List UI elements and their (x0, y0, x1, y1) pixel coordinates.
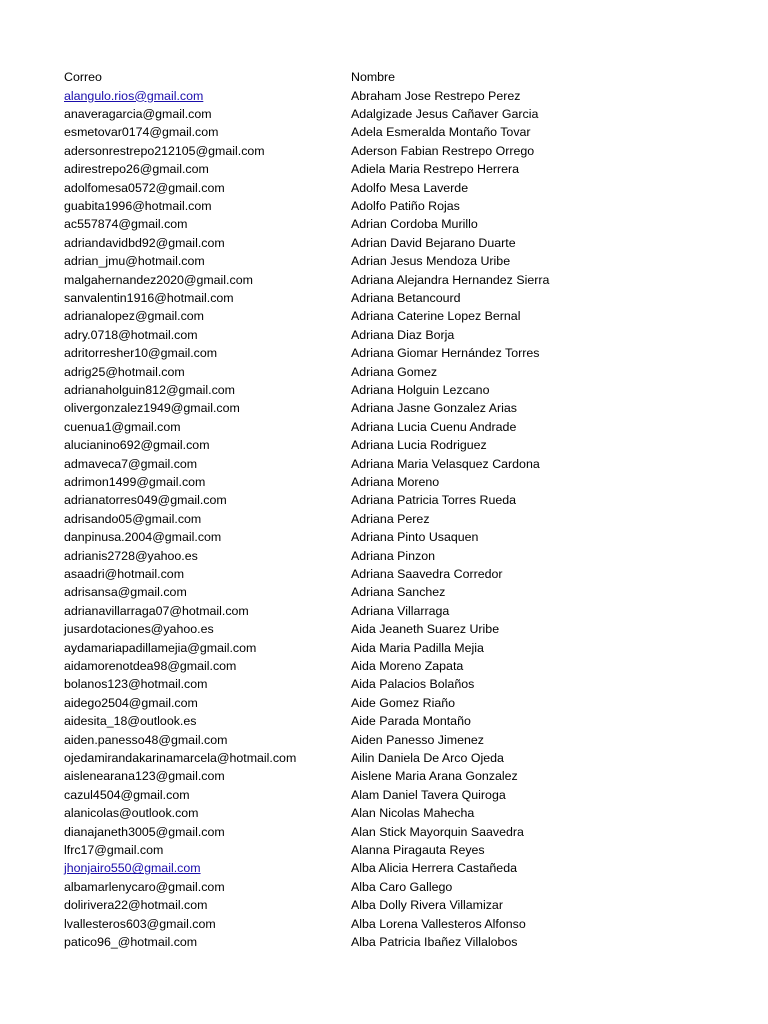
email-cell: dianajaneth3005@gmail.com (64, 824, 225, 839)
table-row (0, 786, 768, 804)
email-cell: ojedamirandakarinamarcela@hotmail.com (64, 750, 297, 765)
email-cell: aiden.panesso48@gmail.com (64, 732, 228, 747)
name-cell: Adriana Giomar Hernández Torres (351, 346, 540, 361)
table-row (0, 271, 768, 289)
name-cell: Aida Moreno Zapata (351, 658, 464, 673)
email-cell: ac557874@gmail.com (64, 217, 188, 232)
email-cell: malgahernandez2020@gmail.com (64, 272, 253, 287)
email-cell: adrisando05@gmail.com (64, 511, 202, 526)
email-cell: adirestrepo26@gmail.com (64, 162, 209, 177)
table-row (0, 675, 768, 693)
email-cell: adolfomesa0572@gmail.com (64, 180, 225, 195)
table-row (0, 731, 768, 749)
email-cell: admaveca7@gmail.com (64, 456, 198, 471)
email-cell: adry.0718@hotmail.com (64, 327, 198, 342)
email-cell: sanvalentin1916@hotmail.com (64, 290, 234, 305)
table-row (0, 123, 768, 141)
name-cell: Adriana Lucia Rodriguez (351, 438, 487, 453)
name-cell: Adriana Betancourd (351, 290, 461, 305)
name-cell: Alba Dolly Rivera Villamizar (351, 898, 503, 913)
table-row (0, 142, 768, 160)
name-cell: Alba Alicia Herrera Castañeda (351, 861, 517, 876)
email-cell: bolanos123@hotmail.com (64, 677, 208, 692)
table-row (0, 436, 768, 454)
table-row (0, 620, 768, 638)
table-row (0, 418, 768, 436)
table-row (0, 583, 768, 601)
name-cell: Aida Palacios Bolaños (351, 677, 475, 692)
email-cell: adrisansa@gmail.com (64, 585, 187, 600)
email-link[interactable]: jhonjairo550@gmail.com (64, 861, 201, 876)
name-cell: Adriana Perez (351, 511, 430, 526)
name-cell: Adriana Caterine Lopez Bernal (351, 309, 521, 324)
name-cell: Adriana Jasne Gonzalez Arias (351, 401, 517, 416)
table-row (0, 381, 768, 399)
email-cell: danpinusa.2004@gmail.com (64, 530, 222, 545)
table-row (0, 657, 768, 675)
table-row (0, 160, 768, 178)
table-row (0, 234, 768, 252)
name-cell: Adriana Maria Velasquez Cardona (351, 456, 540, 471)
name-cell: Adriana Villarraga (351, 603, 450, 618)
table-row (0, 197, 768, 215)
email-cell: dolirivera22@hotmail.com (64, 898, 208, 913)
table-row (0, 326, 768, 344)
table-row (0, 712, 768, 730)
email-cell: albamarlenycaro@gmail.com (64, 879, 225, 894)
email-cell: anaveragarcia@gmail.com (64, 106, 212, 121)
name-cell: Aiden Panesso Jimenez (351, 732, 484, 747)
table-row (0, 289, 768, 307)
email-cell: lfrc17@gmail.com (64, 842, 164, 857)
table-row (0, 87, 768, 105)
name-cell: Adriana Sanchez (351, 585, 446, 600)
name-cell: Adrian David Bejarano Duarte (351, 235, 516, 250)
name-cell: Alan Nicolas Mahecha (351, 806, 475, 821)
email-cell: aislenearana123@gmail.com (64, 769, 225, 784)
email-cell: adrianis2728@yahoo.es (64, 548, 198, 563)
email-cell: adriandavidbd92@gmail.com (64, 235, 225, 250)
email-cell: aidesita_18@outlook.es (64, 714, 197, 729)
name-cell: Aislene Maria Arana Gonzalez (351, 769, 518, 784)
email-cell: aidego2504@gmail.com (64, 695, 198, 710)
email-cell: lvallesteros603@gmail.com (64, 916, 216, 931)
table-row (0, 804, 768, 822)
name-cell: Aide Gomez Riaño (351, 695, 455, 710)
name-cell: Aida Jeaneth Suarez Uribe (351, 622, 500, 637)
email-cell: cazul4504@gmail.com (64, 787, 190, 802)
name-cell: Alba Caro Gallego (351, 879, 453, 894)
email-cell: esmetovar0174@gmail.com (64, 125, 219, 140)
name-cell: Adriana Pinto Usaquen (351, 530, 479, 545)
name-cell: Alam Daniel Tavera Quiroga (351, 787, 506, 802)
table-row (0, 528, 768, 546)
name-cell: Adolfo Mesa Laverde (351, 180, 469, 195)
table-row (0, 823, 768, 841)
name-cell: Adriana Moreno (351, 474, 440, 489)
name-cell: Adrian Cordoba Murillo (351, 217, 478, 232)
name-cell: Adrian Jesus Mendoza Uribe (351, 254, 511, 269)
name-cell: Adiela Maria Restrepo Herrera (351, 162, 520, 177)
email-cell: aidamorenotdea98@gmail.com (64, 658, 237, 673)
column-header-correo: Correo (64, 70, 102, 84)
email-cell: asaadri@hotmail.com (64, 566, 185, 581)
table-row (0, 859, 768, 877)
table-row (0, 896, 768, 914)
email-cell: adrig25@hotmail.com (64, 364, 185, 379)
name-cell: Aida Maria Padilla Mejia (351, 640, 484, 655)
column-header-nombre: Nombre (351, 70, 396, 84)
table-row (0, 565, 768, 583)
table-row (0, 473, 768, 491)
table-row (0, 749, 768, 767)
name-cell: Adriana Patricia Torres Rueda (351, 493, 517, 508)
header-row (0, 68, 768, 86)
table-row (0, 767, 768, 785)
email-cell: jusardotaciones@yahoo.es (64, 622, 214, 637)
email-cell: aydamariapadillamejia@gmail.com (64, 640, 257, 655)
table-row (0, 307, 768, 325)
name-cell: Abraham Jose Restrepo Perez (351, 88, 521, 103)
table-row (0, 399, 768, 417)
name-cell: Adriana Lucia Cuenu Andrade (351, 419, 517, 434)
table-row (0, 455, 768, 473)
name-cell: Aide Parada Montaño (351, 714, 471, 729)
name-cell: Alan Stick Mayorquin Saavedra (351, 824, 524, 839)
name-cell: Alba Lorena Vallesteros Alfonso (351, 916, 526, 931)
email-cell: olivergonzalez1949@gmail.com (64, 401, 240, 416)
name-cell: Adriana Pinzon (351, 548, 436, 563)
email-cell: alucianino692@gmail.com (64, 438, 210, 453)
name-cell: Adriana Alejandra Hernandez Sierra (351, 272, 550, 287)
email-cell: patico96_@hotmail.com (64, 934, 198, 949)
email-cell: adrianalopez@gmail.com (64, 309, 204, 324)
name-cell: Adriana Diaz Borja (351, 327, 455, 342)
table-row (0, 602, 768, 620)
table-row (0, 105, 768, 123)
name-cell: Adriana Saavedra Corredor (351, 566, 503, 581)
email-cell: alanicolas@outlook.com (64, 806, 199, 821)
email-cell: adersonrestrepo212105@gmail.com (64, 143, 265, 158)
table-row (0, 215, 768, 233)
email-cell: guabita1996@hotmail.com (64, 198, 212, 213)
table-row (0, 344, 768, 362)
table-row (0, 179, 768, 197)
email-cell: adrian_jmu@hotmail.com (64, 254, 205, 269)
name-cell: Adalgizade Jesus Cañaver Garcia (351, 106, 539, 121)
name-cell: Ailin Daniela De Arco Ojeda (351, 750, 504, 765)
table-row (0, 491, 768, 509)
email-cell: adrianatorres049@gmail.com (64, 493, 227, 508)
email-cell: adrimon1499@gmail.com (64, 474, 206, 489)
table-row (0, 933, 768, 951)
name-cell: Adela Esmeralda Montaño Tovar (351, 125, 531, 140)
table-row (0, 841, 768, 859)
table-row (0, 547, 768, 565)
table-row (0, 639, 768, 657)
name-cell: Adolfo Patiño Rojas (351, 198, 460, 213)
table-row (0, 252, 768, 270)
table-row (0, 878, 768, 896)
email-cell: adrianaholguin812@gmail.com (64, 382, 236, 397)
table-row (0, 510, 768, 528)
name-cell: Aderson Fabian Restrepo Orrego (351, 143, 535, 158)
table-row (0, 694, 768, 712)
name-cell: Adriana Holguin Lezcano (351, 382, 490, 397)
table-row (0, 363, 768, 381)
name-cell: Adriana Gomez (351, 364, 438, 379)
email-cell: adrianavillarraga07@hotmail.com (64, 603, 249, 618)
email-cell: adritorresher10@gmail.com (64, 346, 218, 361)
name-cell: Alba Patricia Ibañez Villalobos (351, 934, 518, 949)
email-cell: cuenua1@gmail.com (64, 419, 181, 434)
table-row (0, 915, 768, 933)
email-link[interactable]: alangulo.rios@gmail.com (64, 88, 204, 103)
name-cell: Alanna Piragauta Reyes (351, 842, 485, 857)
